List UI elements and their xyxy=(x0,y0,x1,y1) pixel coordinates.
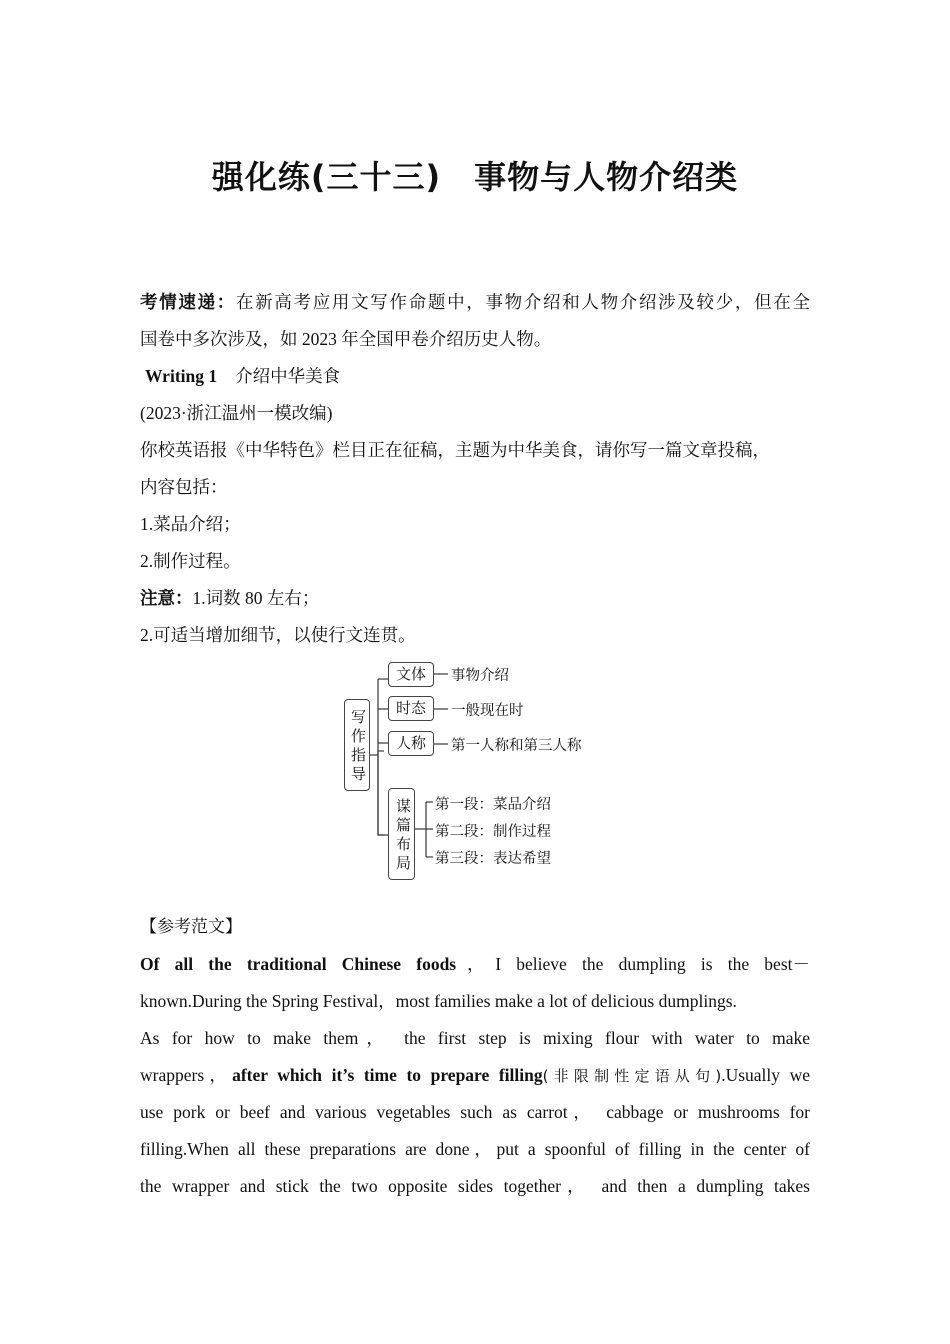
sample-p2-line-3: use pork or beef and various vegetables such as carrot， cabbage or mushrooms for xyxy=(140,1102,810,1122)
intro-label: 考情速递： xyxy=(140,293,236,313)
sample-p2-line-5: the wrapper and stick the two opposite sides together， and then a dumpling takes xyxy=(140,1176,810,1196)
task-line-2: 内容包括： xyxy=(140,477,228,497)
sample-p1-line-1 xyxy=(140,946,810,983)
writing-label: Writing 1 xyxy=(145,366,218,386)
page-title: 强化练(三十三) 事物与人物介绍类 xyxy=(211,158,739,196)
note-1: 1.词数 80 左右； xyxy=(192,588,320,608)
sample-p1-rest: ，I believe the dumpling is the best－ xyxy=(456,954,810,974)
sample-p2-line-2 xyxy=(140,1057,810,1095)
diagram-para-1: 第一段：菜品介绍 xyxy=(435,797,551,813)
note-line-1 xyxy=(140,580,810,618)
sample-p1-line-2: known.During the Spring Festival，most families make a lot of delicious dumplings. xyxy=(140,991,737,1011)
writing-heading xyxy=(140,358,810,395)
sample-heading: 【参考范文】 xyxy=(140,917,242,937)
diagram-person-box: 人称 xyxy=(388,731,434,756)
writing-guide-diagram xyxy=(340,655,640,885)
intro-line-1 xyxy=(140,284,810,322)
sample-p2-line-1: As for how to make them， the first step is mixing flour with water to make xyxy=(140,1028,810,1048)
diagram-root: 写作指导 xyxy=(344,699,370,791)
sample-p2-line-4: filling.When all these preparations are done，put a spoonful of filling in the center of xyxy=(140,1139,810,1159)
sample-p2-note: (非限制性定语从句) xyxy=(542,1067,722,1085)
sample-p2-bold: after which it’s time to prepare filling xyxy=(232,1065,543,1085)
diagram-person-value: 第一人称和第三人称 xyxy=(451,738,582,754)
writing-source: (2023·浙江温州一模改编) xyxy=(140,403,333,423)
diagram-tense-box: 时态 xyxy=(388,696,434,721)
diagram-tense-value: 一般现在时 xyxy=(451,703,524,719)
sample-p1-bold: Of all the traditional Chinese foods xyxy=(140,954,457,974)
note-label: 注意： xyxy=(140,589,193,609)
note-line-2: 2.可适当增加细节，以使行文连贯。 xyxy=(140,625,416,645)
writing-topic: 介绍中华美食 xyxy=(235,366,341,386)
task-line-1: 你校英语报《中华特色》栏目正在征稿，主题为中华美食，请你写一篇文章投稿， xyxy=(140,440,770,460)
task-point-2: 2.制作过程。 xyxy=(140,551,241,571)
sample-p2-usually: .Usually we xyxy=(721,1065,811,1085)
diagram-para-3: 第三段：表达希望 xyxy=(435,851,551,867)
sample-p2-wrappers: wrappers， xyxy=(140,1065,233,1085)
task-point-1: 1.菜品介绍； xyxy=(140,514,241,534)
intro-line-2: 国卷中多次涉及，如 2023 年全国甲卷介绍历史人物。 xyxy=(140,329,552,349)
diagram-layout-box: 谋篇布局 xyxy=(388,788,415,880)
diagram-para-2: 第二段：制作过程 xyxy=(435,824,551,840)
diagram-genre-box: 文体 xyxy=(388,662,434,687)
diagram-genre-value: 事物介绍 xyxy=(451,668,509,684)
intro-text-1: 在新高考应用文写作命题中，事物介绍和人物介绍涉及较少，但在全 xyxy=(235,292,811,312)
